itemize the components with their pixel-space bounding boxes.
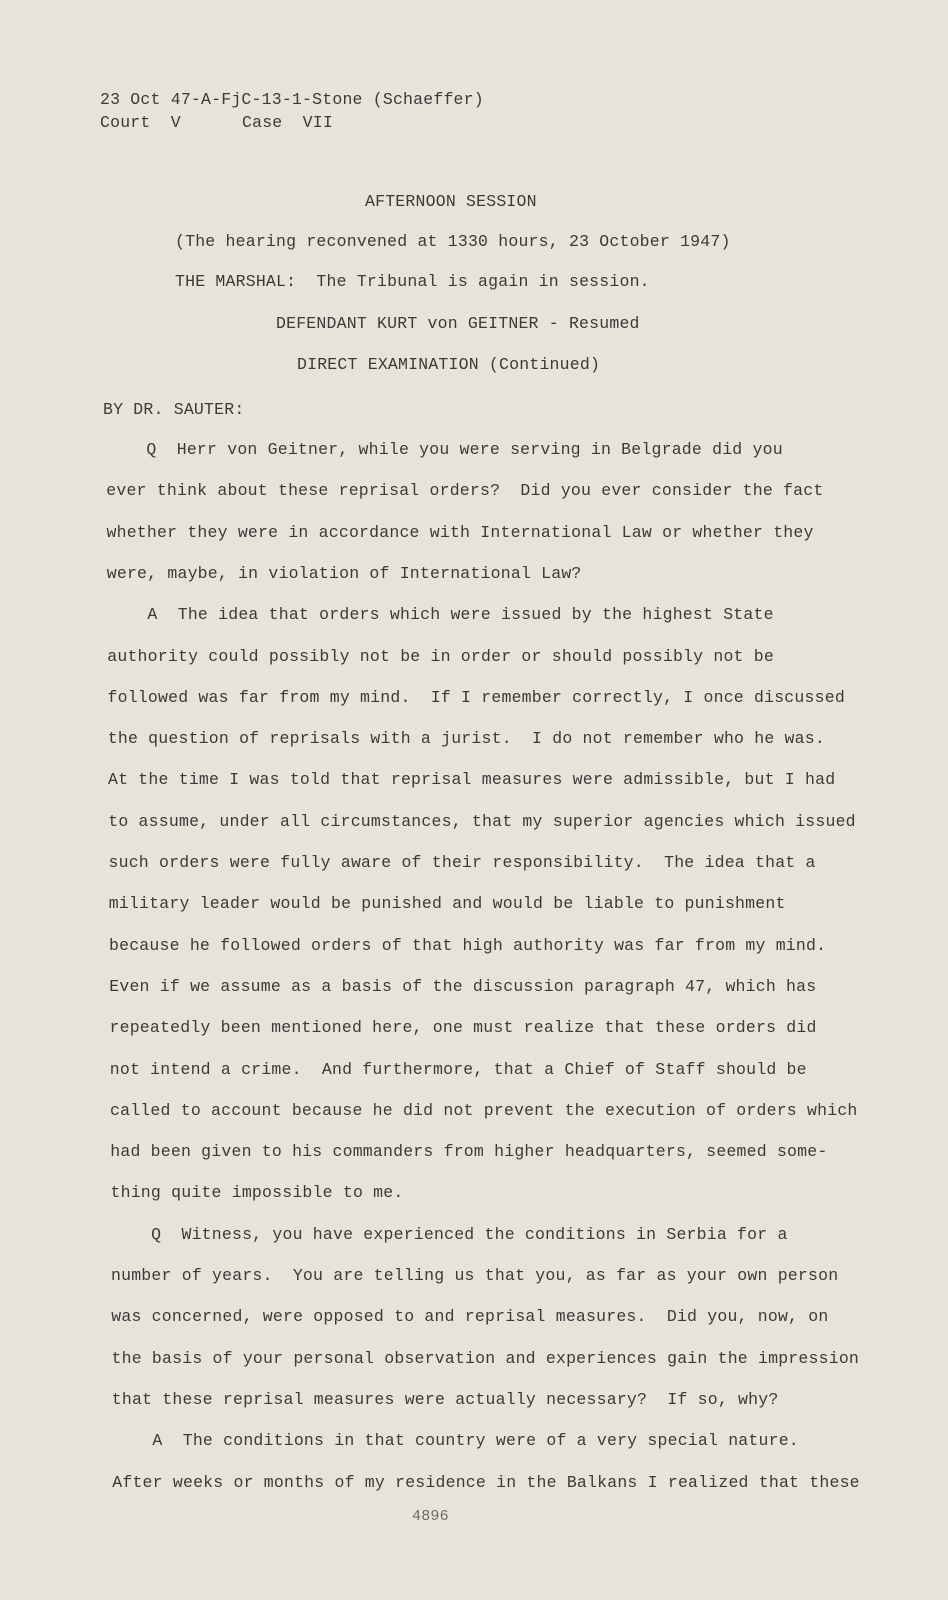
document-reference: 23 Oct 47-A-FjC-13-1-Stone (Schaeffer) [100,90,484,109]
transcript-line: number of years. You are telling us that you, as far as your own person [111,1266,839,1285]
transcript-line: authority could possibly not be in order or should possibly not be [107,646,774,666]
transcript-line: military leader would be punished and would be liable to punishment [108,894,786,914]
case-label: Case VII [242,113,333,132]
transcript-line: whether they were in accordance with International Law or whether they [106,522,814,542]
transcript-line: that these reprisal measures were actually necessary? If so, why? [111,1389,779,1409]
transcript-line: because he followed orders of that high authority was far from my mind. [109,935,827,955]
transcript-line: Q Herr von Geitner, while you were serving in Belgrade did you [106,440,783,459]
transcript-line: not intend a crime. And furthermore, that a Chief of Staff should be [109,1059,807,1079]
transcript-line: had been given to his commanders from higher headquarters, seemed some- [110,1142,828,1162]
transcript-line: A The idea that orders which were issued by the highest State [107,605,774,625]
defendant-heading: DEFENDANT KURT von GEITNER - Resumed [276,314,640,333]
examiner-label: BY DR. SAUTER: [103,400,245,419]
page-number: 4896 [412,1508,449,1525]
transcript-line: Even if we assume as a basis of the discussion paragraph 47, which has [109,976,817,996]
session-title: AFTERNOON SESSION [365,192,537,211]
transcript-line: such orders were fully aware of their responsibility. The idea that a [108,853,816,872]
reconvened-note: (The hearing reconvened at 1330 hours, 23 October 1947) [175,232,731,251]
marshal-statement: THE MARSHAL: The Tribunal is again in session. [175,272,650,291]
transcript-line: the basis of your personal observation and experiences gain the impression [111,1348,860,1368]
transcript-line: A The conditions in that country were of a very special nature. [112,1431,799,1451]
transcript-line: the question of reprisals with a jurist. I do not remember who he was. [107,729,825,749]
transcript-line: called to account because he did not prevent the execution of orders which [110,1100,858,1120]
transcript-line: were, maybe, in violation of International Law? [106,563,582,583]
transcript-line: to assume, under all circumstances, that my superior agencies which issued [108,811,856,831]
transcript-line: was concerned, were opposed to and reprisal measures. Did you, now, on [111,1307,829,1327]
court-label: Court V [100,113,181,132]
transcript-line: followed was far from my mind. If I remember correctly, I once discussed [107,687,845,707]
transcript-line: thing quite impossible to me. [110,1183,404,1203]
transcript-line: At the time I was told that reprisal measures were admissible, but I had [108,770,836,790]
transcript-line: After weeks or months of my residence in the Balkans I realized that these [112,1472,860,1492]
transcript-line: Q Witness, you have experienced the conditions in Serbia for a [110,1224,788,1244]
transcript-line: ever think about these reprisal orders? Did you ever consider the fact [106,481,824,501]
transcript-line: repeatedly been mentioned here, one must realize that these orders did [109,1018,817,1038]
examination-heading: DIRECT EXAMINATION (Continued) [297,355,601,374]
